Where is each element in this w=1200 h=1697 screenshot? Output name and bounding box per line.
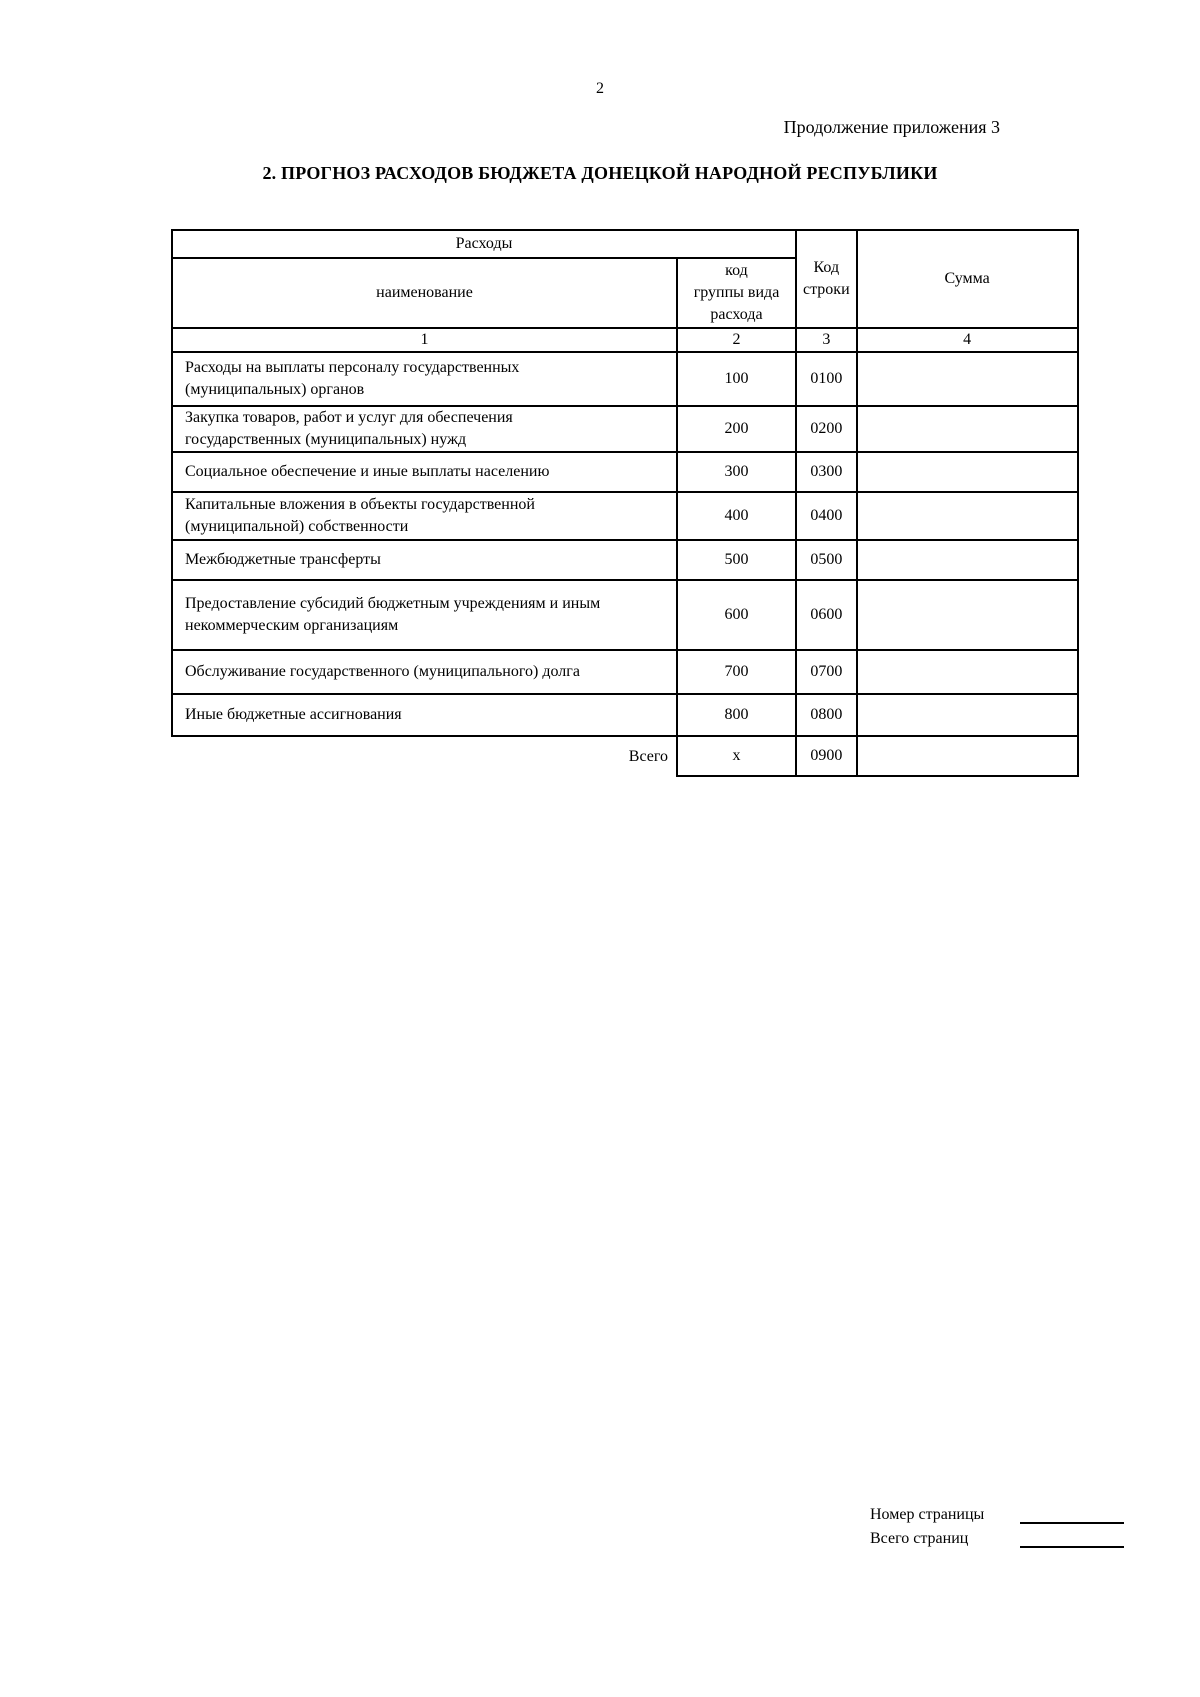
row-group-code: 700 [677, 650, 796, 694]
total-pages-field [870, 1524, 1124, 1548]
table-row [172, 694, 1078, 736]
document-title: 2. ПРОГНОЗ РАСХОДОВ БЮДЖЕТА ДОНЕЦКОЙ НАРОДНОЙ РЕСПУБЛИКИ [262, 163, 938, 183]
row-line-code: 0700 [796, 650, 857, 694]
row-sum-cell[interactable] [857, 492, 1078, 540]
row-name-line: (муниципальных) органов [185, 381, 365, 398]
row-name-line: (муниципальной) собственности [185, 518, 409, 535]
row-sum-cell[interactable] [857, 452, 1078, 492]
table-row [172, 352, 1078, 406]
total-sum-cell[interactable] [857, 736, 1078, 776]
row-line-code: 0400 [796, 492, 857, 540]
row-name [172, 580, 677, 650]
row-sum-cell[interactable] [857, 650, 1078, 694]
row-line-code: 0100 [796, 352, 857, 406]
header-group-code-line3: расхода [710, 306, 763, 323]
row-name-line: Иные бюджетные ассигнования [185, 706, 402, 723]
page-footer [870, 1500, 1124, 1548]
row-name [172, 650, 677, 694]
page-number-field [870, 1500, 1124, 1524]
row-name-line: некоммерческим организациям [185, 617, 399, 634]
row-name-line: Межбюджетные трансферты [185, 551, 381, 568]
row-name [172, 492, 677, 540]
header-expenses: Расходы [172, 230, 796, 258]
table-row [172, 540, 1078, 580]
row-sum-cell[interactable] [857, 540, 1078, 580]
row-line-code: 0300 [796, 452, 857, 492]
row-sum-cell[interactable] [857, 694, 1078, 736]
row-sum-cell[interactable] [857, 406, 1078, 452]
row-group-code: 500 [677, 540, 796, 580]
row-sum-cell[interactable] [857, 352, 1078, 406]
table-row [172, 406, 1078, 452]
row-name [172, 540, 677, 580]
total-line-code: 0900 [796, 736, 857, 776]
header-row-code-line2: строки [803, 281, 850, 298]
page-number-input-line[interactable] [1020, 1504, 1124, 1524]
row-group-code: 600 [677, 580, 796, 650]
total-group-code: х [677, 736, 796, 776]
table-row [172, 650, 1078, 694]
header-row-top [172, 230, 1078, 258]
column-numbers-row [172, 328, 1078, 352]
row-name [172, 406, 677, 452]
header-group-code [677, 258, 796, 328]
row-line-code: 0600 [796, 580, 857, 650]
expenses-forecast-table [171, 229, 1079, 777]
header-group-code-line2: группы вида [693, 284, 780, 301]
table-row [172, 580, 1078, 650]
header-row-code [796, 230, 857, 328]
row-name-line: Капитальные вложения в объекты государственной [185, 496, 535, 513]
row-name-line: Обслуживание государственного (муниципального) долга [185, 663, 580, 680]
row-name-line: Социальное обеспечение и иные выплаты населению [185, 463, 550, 480]
column-number: 4 [857, 328, 1078, 352]
table-row [172, 452, 1078, 492]
total-pages-input-line[interactable] [1020, 1528, 1124, 1548]
row-name-line: Закупка товаров, работ и услуг для обеспечения [185, 409, 513, 426]
column-number: 2 [677, 328, 796, 352]
column-number: 1 [172, 328, 677, 352]
table-row [172, 492, 1078, 540]
header-sum: Сумма [857, 230, 1078, 328]
row-group-code: 200 [677, 406, 796, 452]
row-name [172, 452, 677, 492]
appendix-label: Продолжение приложения 3 [783, 117, 1000, 137]
row-group-code: 400 [677, 492, 796, 540]
row-name-line: государственных (муниципальных) нужд [185, 431, 467, 448]
row-sum-cell[interactable] [857, 580, 1078, 650]
row-group-code: 300 [677, 452, 796, 492]
row-group-code: 100 [677, 352, 796, 406]
column-number: 3 [796, 328, 857, 352]
page-number: 2 [596, 80, 604, 97]
total-pages-label: Всего страниц [870, 1530, 969, 1547]
total-row [172, 736, 1078, 776]
row-line-code: 0200 [796, 406, 857, 452]
row-name [172, 694, 677, 736]
row-line-code: 0800 [796, 694, 857, 736]
row-name-line: Расходы на выплаты персоналу государственных [185, 359, 520, 376]
total-label: Всего [628, 747, 668, 765]
header-name: наименование [172, 258, 677, 328]
row-name-line: Предоставление субсидий бюджетным учреждениям и иным [185, 595, 601, 612]
page-number-label: Номер страницы [870, 1506, 985, 1523]
row-group-code: 800 [677, 694, 796, 736]
header-group-code-line1: код [725, 262, 748, 279]
row-name [172, 352, 677, 406]
row-line-code: 0500 [796, 540, 857, 580]
header-row-code-line1: Код [813, 259, 840, 276]
